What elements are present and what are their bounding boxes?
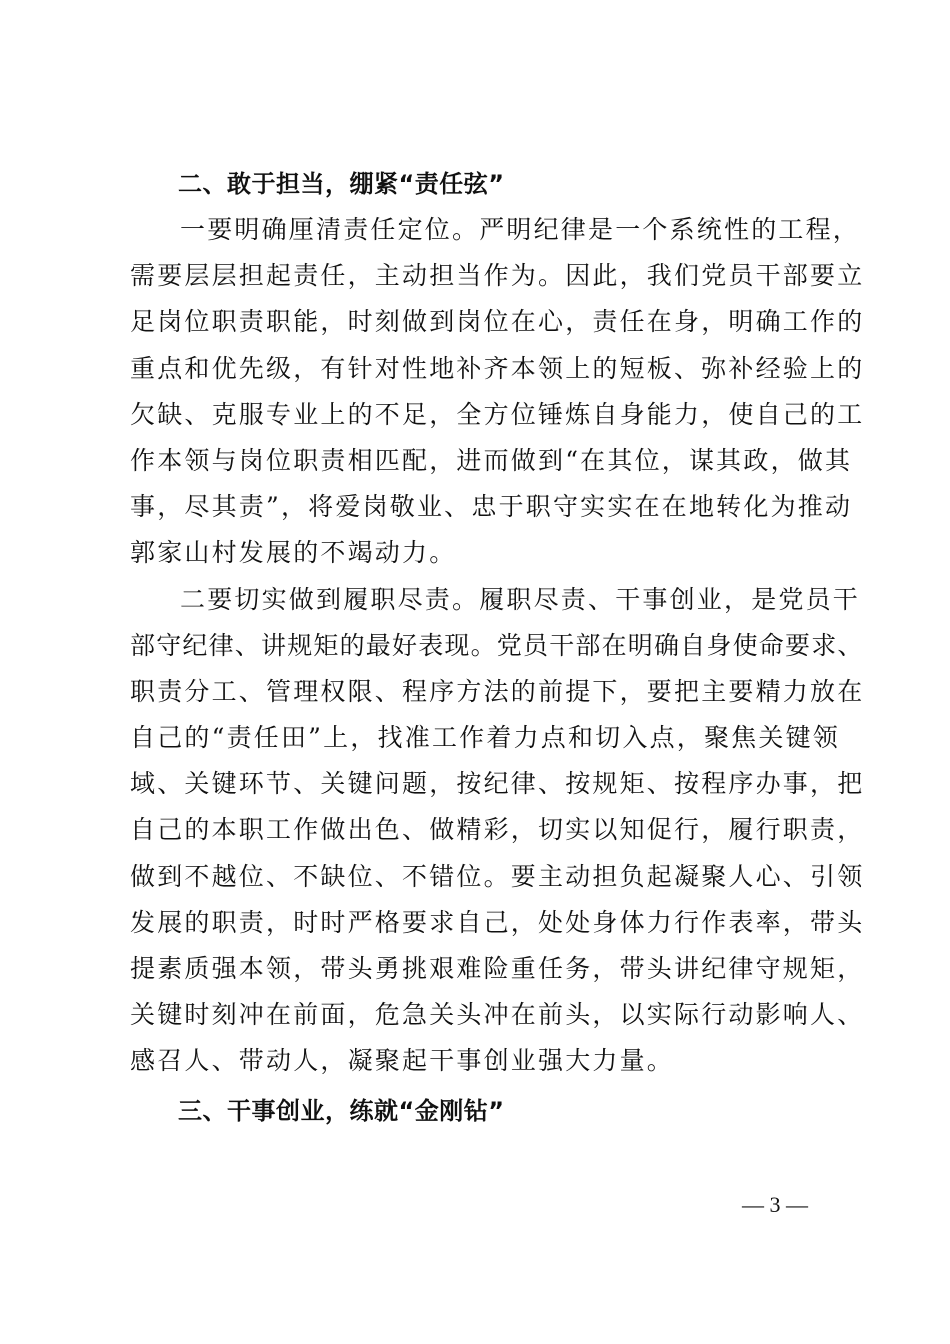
paragraph-line: 职责分工、管理权限、程序方法的前提下，要把主要精力放在 bbox=[130, 676, 865, 706]
paragraph-line: 足岗位职责职能，时刻做到岗位在心，责任在身，明确工作的 bbox=[130, 307, 865, 337]
paragraph-line: 郭家山村发展的不竭动力。 bbox=[130, 538, 457, 568]
paragraph-line: 域、关键环节、关键问题，按纪律、按规矩、按程序办事，把 bbox=[130, 769, 865, 799]
paragraph-line: 一要明确厘清责任定位。严明纪律是一个系统性的工程， bbox=[180, 215, 861, 244]
paragraph-line: 欠缺、克服专业上的不足，全方位锤炼自身能力，使自己的工 bbox=[130, 399, 865, 429]
paragraph-line: 需要层层担起责任，主动担当作为。因此，我们党员干部要立 bbox=[130, 261, 865, 291]
section-heading-3: 三、干事创业，练就“金刚钻” bbox=[178, 1096, 505, 1125]
paragraph-line: 自己的本职工作做出色、做精彩，切实以知促行，履行职责， bbox=[130, 815, 865, 845]
page-number: — 3 — bbox=[742, 1192, 808, 1217]
paragraph-2 bbox=[130, 577, 865, 1085]
paragraph-line: 发展的职责，时时严格要求自己，处处身体力行作表率，带头 bbox=[130, 907, 865, 937]
paragraph-line: 部守纪律、讲规矩的最好表现。党员干部在明确自身使命要求、 bbox=[130, 630, 864, 660]
paragraph-line: 提素质强本领，带头勇挑艰难险重任务，带头讲纪律守规矩， bbox=[130, 954, 865, 983]
paragraph-line: 做到不越位、不缺位、不错位。要主动担负起凝聚人心、引领 bbox=[130, 861, 865, 891]
paragraph-line: 自己的“责任田”上，找准工作着力点和切入点，聚焦关键领 bbox=[130, 723, 840, 753]
paragraph-line: 二要切实做到履职尽责。履职尽责、干事创业，是党员干 bbox=[180, 584, 861, 614]
paragraph-1 bbox=[130, 207, 865, 577]
paragraph-line: 事，尽其责”，将爱岗敬业、忠于职守实实在在地转化为推动 bbox=[130, 492, 853, 522]
document-body bbox=[130, 170, 865, 1130]
paragraph-line: 作本领与岗位职责相匹配，进而做到“在其位，谋其政，做其 bbox=[130, 445, 853, 475]
paragraph-line: 重点和优先级，有针对性地补齐本领上的短板、弥补经验上的 bbox=[130, 353, 865, 383]
paragraph-line: 感召人、带动人，凝聚起干事创业强大力量。 bbox=[130, 1046, 675, 1076]
section-heading-2: 二、敢于担当，绷紧“责任弦” bbox=[178, 170, 505, 198]
paragraph-line: 关键时刻冲在前面，危急关头冲在前头，以实际行动影响人、 bbox=[130, 1000, 865, 1030]
